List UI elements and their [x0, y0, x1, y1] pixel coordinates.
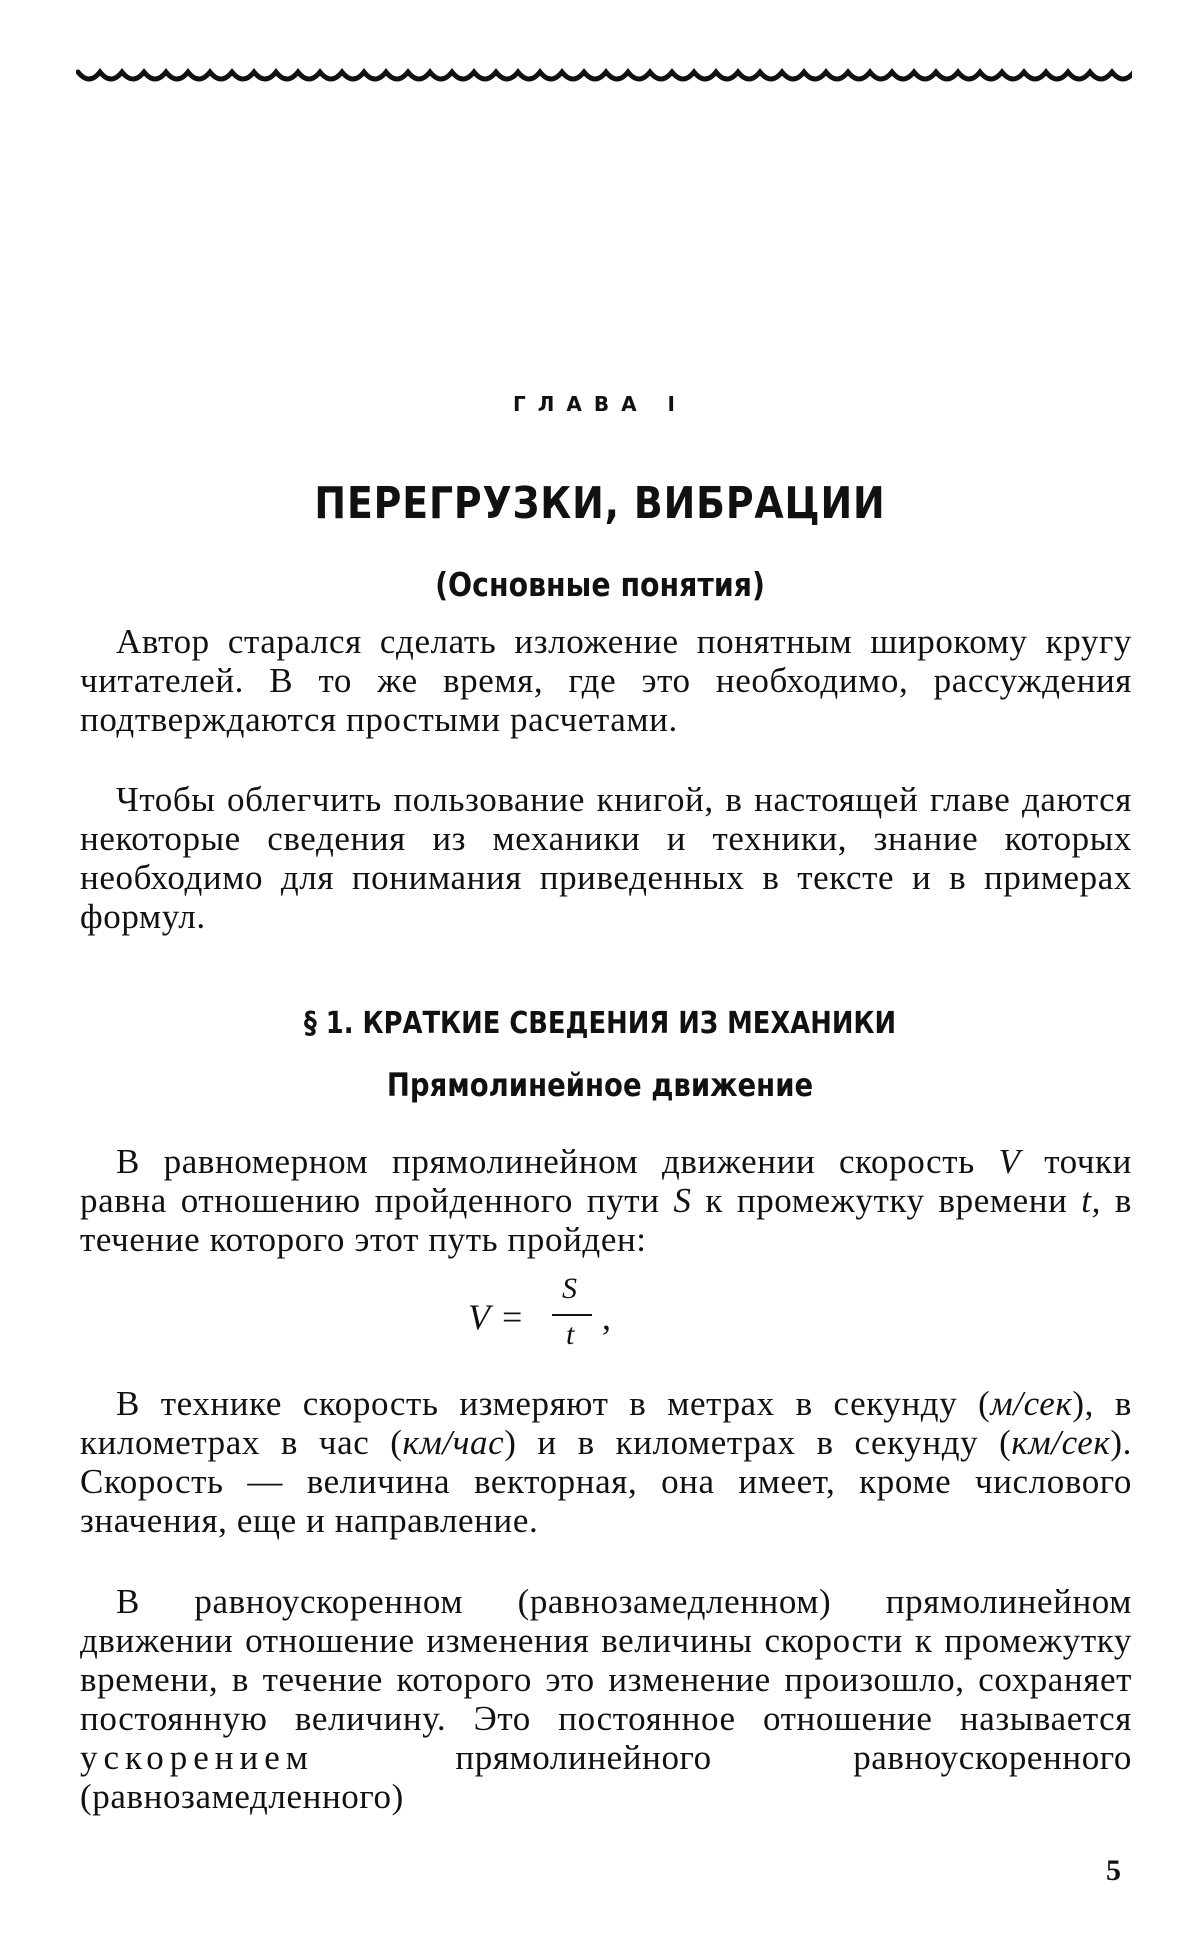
subsection-heading: Прямолинейное движение — [386, 1066, 814, 1104]
body-paragraph-units: В технике скорость измеряют в метрах в секунду (м/сек), в километрах в час (км/час) и в километрах в секунду (км/сек). Скорость — величина векторная, она имеет, кроме числового значения, еще и направление. — [80, 1384, 1132, 1540]
formula-comma: , — [602, 1297, 611, 1337]
intro-paragraph-1: Автор старался сделать изложение понятным широкому кругу читателей. В то же время, где это необходимо, рассуждения подтверждаются простыми расчетами. — [80, 622, 1132, 739]
decorative-wave-border — [76, 64, 1132, 88]
body-paragraph-acceleration: В равноускоренном (равнозамедленном) прямолинейном движении отношение изменения величины скорости к промежутку времени, в течение которого это изменение произошло, сохраняет постоянную величину. Это постоянное отношение называется ускорением прямолинейного равноускоренного (равнозамедленного) — [80, 1582, 1132, 1816]
chapter-subtitle: (Основные понятия) — [435, 565, 765, 604]
formula-numerator: S — [562, 1272, 577, 1305]
emphasized-term: ускорением — [80, 1738, 314, 1777]
velocity-formula — [468, 1272, 668, 1356]
formula-equals: = — [502, 1297, 523, 1337]
fraction-bar — [552, 1314, 592, 1316]
chapter-label: ГЛАВА I — [513, 392, 687, 416]
page-number: 5 — [1106, 1854, 1121, 1887]
intro-paragraph-2: Чтобы облегчить пользование книгой, в настоящей главе даются некоторые сведения из механики и техники, знание которых необходимо для понимания приведенных в тексте и в примерах формул. — [80, 780, 1132, 936]
body-paragraph-velocity: В равномерном прямолинейном движении скорость V точки равна отношению пройденного пути S к промежутку времени t, в течение которого этот путь пройден: — [80, 1142, 1132, 1259]
chapter-title: ПЕРЕГРУЗКИ, ВИБРАЦИИ — [314, 478, 886, 529]
formula-velocity: V — [468, 1297, 490, 1337]
formula-denominator: t — [566, 1318, 575, 1351]
section-heading: § 1. КРАТКИЕ СВЕДЕНИЯ ИЗ МЕХАНИКИ — [303, 1006, 897, 1041]
